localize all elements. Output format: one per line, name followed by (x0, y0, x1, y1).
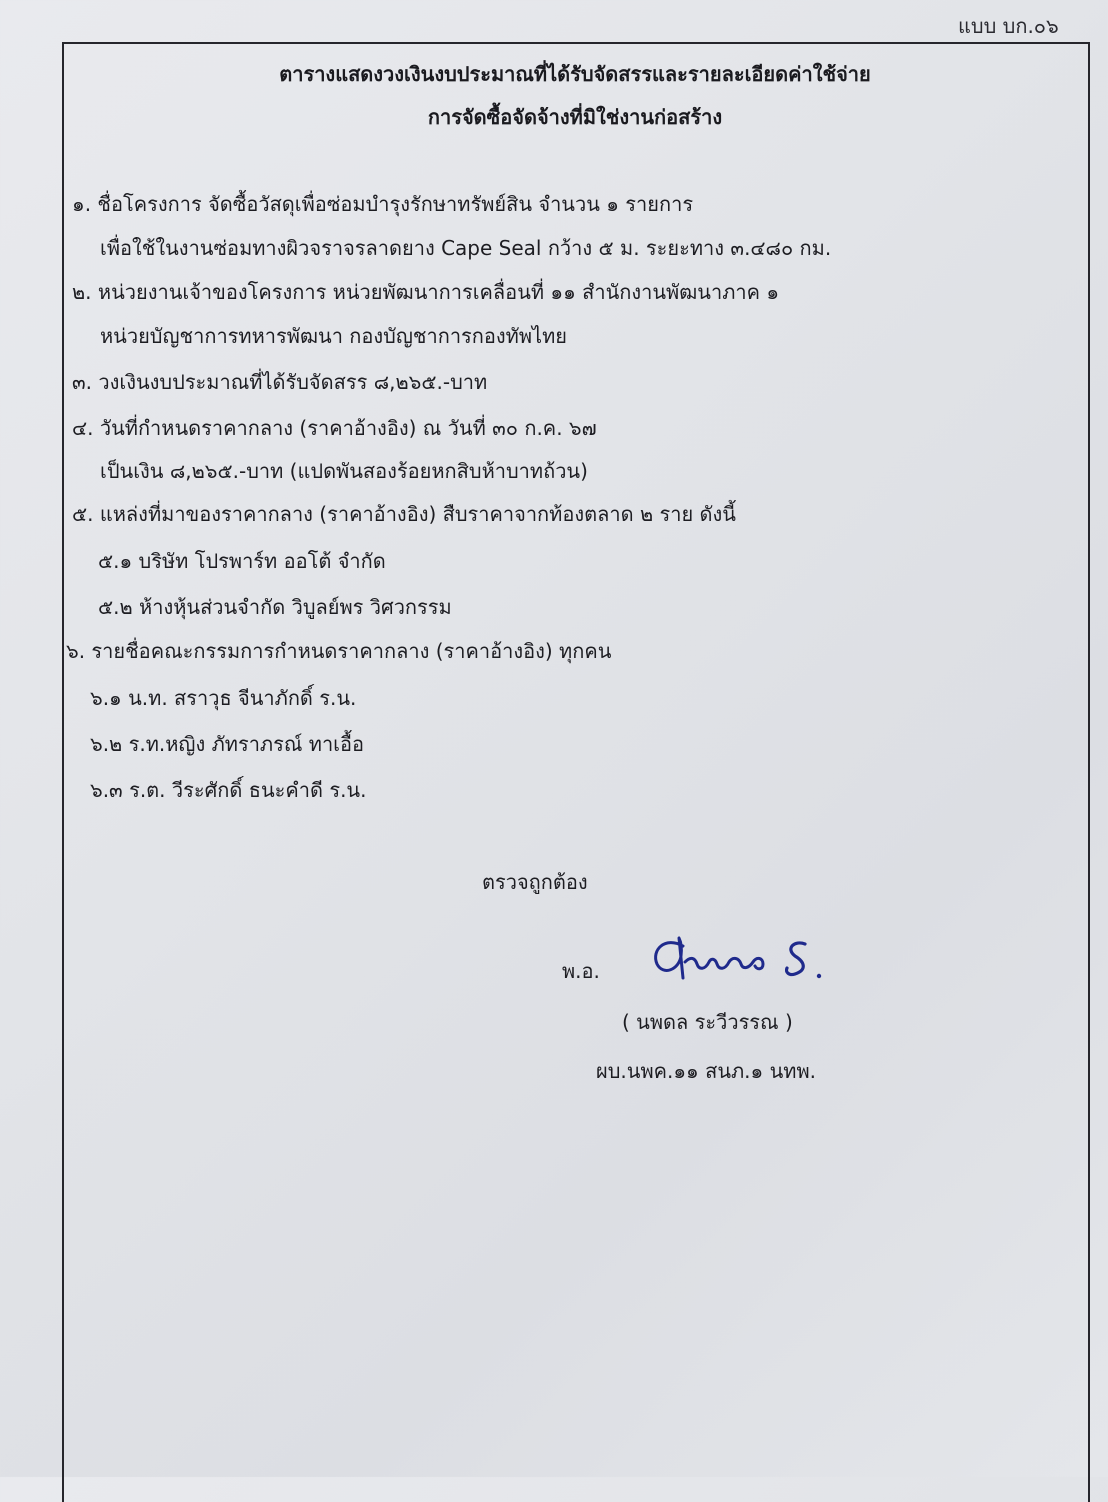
item-6-2-member: ๖.๒ ร.ท.หญิง ภัทราภรณ์ ทาเอื้อ (90, 732, 365, 756)
item-5-2-source: ๕.๒ ห้างหุ้นส่วนจำกัด วิบูลย์พร วิศวกรรม (98, 595, 452, 619)
item-2-owner-unit: ๒. หน่วยงานเจ้าของโครงการ หน่วยพัฒนาการเคลื่อนที่ ๑๑ สำนักงานพัฒนาภาค ๑ (72, 280, 780, 304)
signature-image (645, 928, 835, 990)
signer-rank: พ.อ. (562, 959, 600, 983)
document-title-line-1: ตารางแสดงวงเงินงบประมาณที่ได้รับจัดสรรและรายละเอียดค่าใช้จ่าย (279, 62, 871, 86)
signer-name: ( นพดล ระวีวรรณ ) (622, 1010, 793, 1034)
item-5-1-source: ๕.๑ บริษัท โปรพาร์ท ออโต้ จำกัด (98, 549, 386, 573)
signer-position: ผบ.นพค.๑๑ สนภ.๑ นทพ. (596, 1059, 816, 1083)
item-5-price-sources: ๕. แหล่งที่มาของราคากลาง (ราคาอ้างอิง) สืบราคาจากท้องตลาด ๒ ราย ดังนี้ (72, 502, 736, 526)
form-code: แบบ บก.๐๖ (958, 14, 1059, 38)
item-6-1-member: ๖.๑ น.ท. สราวุธ จีนาภักดิ์ ร.น. (90, 686, 357, 710)
item-3-budget: ๓. วงเงินงบประมาณที่ได้รับจัดสรร ๘,๒๖๕.-บาท (72, 370, 488, 394)
document-title-line-2: การจัดซื้อจัดจ้างที่มิใช่งานก่อสร้าง (427, 105, 723, 129)
item-6-committee: ๖. รายชื่อคณะกรรมการกำหนดราคากลาง (ราคาอ้างอิง) ทุกคน (66, 639, 612, 663)
item-6-3-member: ๖.๓ ร.ต. วีระศักดิ์ ธนะคำดี ร.น. (90, 778, 367, 802)
item-1-project-name: ๑. ชื่อโครงการ จัดซื้อวัสดุเพื่อซ่อมบำรุงรักษาทรัพย์สิน จำนวน ๑ รายการ (72, 192, 694, 216)
item-4-reference-amount: เป็นเงิน ๘,๒๖๕.-บาท (แปดพันสองร้อยหกสิบห้าบาทถ้วน) (100, 459, 588, 483)
verified-label: ตรวจถูกต้อง (482, 870, 588, 894)
item-1-project-detail: เพื่อใช้ในงานซ่อมทางผิวจราจรลาดยาง Cape Seal กว้าง ๕ ม. ระยะทาง ๓.๔๘๐ กม. (100, 236, 832, 260)
item-2-owner-command: หน่วยบัญชาการทหารพัฒนา กองบัญชาการกองทัพไทย (100, 324, 568, 348)
item-4-reference-date: ๔. วันที่กำหนดราคากลาง (ราคาอ้างอิง) ณ วันที่ ๓๐ ก.ค. ๖๗ (72, 416, 597, 440)
